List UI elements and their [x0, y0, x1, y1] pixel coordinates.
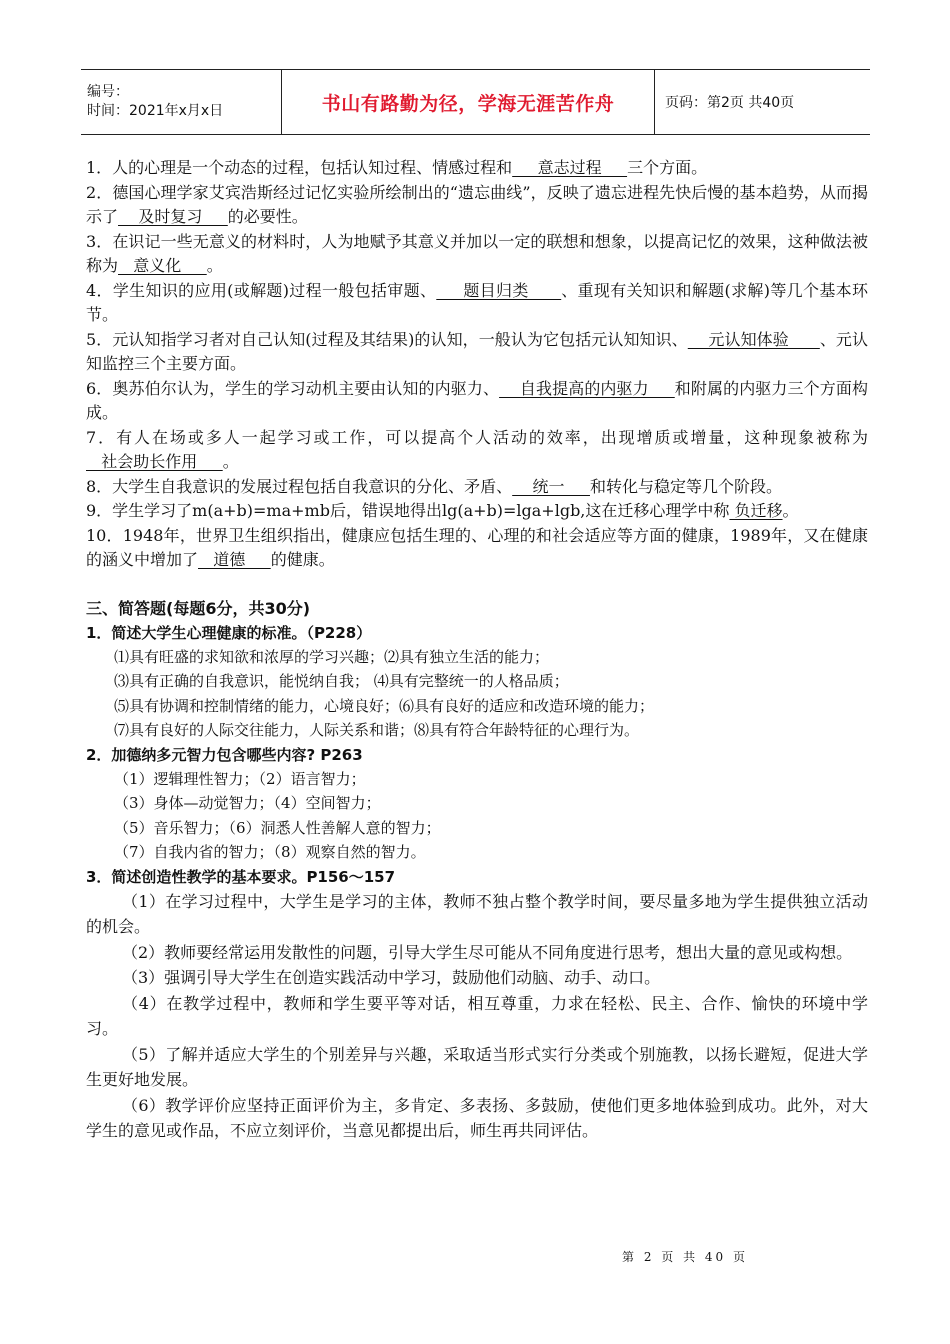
q1-item: ⑺具有良好的人际交往能力，人际关系和谐；⑻具有符合年龄特征的心理行为。 [114, 721, 640, 739]
question-text: 3．在识记一些无意义的材料时，人为地赋予其意义并加以一定的联想和想象，以提高记忆的效果，这种做法被称为 [86, 231, 868, 275]
question-text: 9．学生学习了m(a+b)=ma+mb后，错误地得出lg(a+b)=lga+lgb,这在迁移心理学中称 [86, 501, 730, 520]
fill-blank-item [86, 181, 868, 230]
fill-blank-item [86, 377, 868, 426]
q3-paragraph: （5）了解并适应大学生的个别差异与兴趣，采取适当形式实行分类或个别施教，以扬长避短，促进大学生更好地发展。 [86, 1044, 868, 1089]
question-1-title: 1．简述大学生心理健康的标准。（P228） [86, 623, 372, 642]
question-text: 和附属的内驱力三个方面构成。 [86, 378, 868, 422]
motto: 书山有路勤为径，学海无涯苦作舟 [321, 92, 615, 115]
question-text: 10．1948年，世界卫生组织指出，健康应包括生理的、心理的和社会适应等方面的健康，1989年，又在健康的涵义中增加了 [86, 525, 868, 569]
page-header [81, 69, 870, 135]
q2-item: （3）身体—动觉智力；（4）空间智力； [114, 794, 381, 812]
question-text: 1．人的心理是一个动态的过程，包括认知过程、情感过程和 [86, 158, 513, 177]
page-footer: 第 2 页 共 40 页 [622, 1250, 748, 1264]
question-text: 6．奥苏伯尔认为，学生的学习动机主要由认知的内驱力、 [86, 378, 500, 398]
q3-paragraph: （2）教师要经常运用发散性的问题，引导大学生尽可能从不同角度进行思考，想出大量的意见或构想。 [122, 942, 853, 962]
question-text: 8．大学生自我意识的发展过程包括自我意识的分化、矛盾、 [86, 476, 513, 496]
blank-answer: 自我提高的内驱力 [499, 378, 675, 398]
fill-blank-item [86, 475, 868, 500]
document-body [86, 156, 868, 1144]
question-text: 三个方面。 [627, 158, 708, 177]
fill-blank-item [86, 328, 868, 377]
blank-answer: 意义化 [118, 256, 207, 275]
q1-item: ⑴具有旺盛的求知欲和浓厚的学习兴趣；⑵具有独立生活的能力； [114, 647, 550, 666]
question-text: 、重现有关知识和解题(求解)等几个基本环节。 [86, 280, 868, 324]
fill-blank-item [86, 230, 868, 279]
question-text: 的必要性。 [227, 207, 308, 226]
question-text: 5．元认知指学习者对自己认知(过程及其结果)的认知，一般认为它包括元认知知识、 [86, 329, 688, 349]
doc-number-label: 编号： [87, 84, 129, 100]
page-info: 页码：第2页 共40页 [665, 95, 795, 111]
blank-answer: 社会助长作用 [86, 452, 223, 471]
blank-answer: 元认知体验 [687, 329, 820, 349]
q2-item: （1）逻辑理性智力；（2）语言智力； [114, 769, 366, 788]
question-text: 2．德国心理学家艾宾浩斯经过记忆实验所绘制出的“遗忘曲线”，反映了遗忘进程先快后慢的基本趋势，从而揭示了 [86, 182, 868, 226]
question-text: 和转化与稳定等几个阶段。 [589, 476, 782, 496]
fill-blank-item [86, 156, 868, 181]
fill-blank-list [86, 156, 868, 573]
question-text: 。 [206, 256, 223, 275]
q3-paragraph: （6）教学评价应坚持正面评价为主，多肯定、多表扬、多鼓励，使他们更多地体验到成功。此外，对大学生的意见或作品，不应立刻评价，当意见都提出后，师生再共同评估。 [86, 1095, 868, 1140]
fill-blank-item [86, 279, 868, 328]
header-right [655, 70, 870, 134]
blank-answer: 负迁移 [729, 501, 783, 520]
question-text: 的健康。 [270, 550, 335, 569]
q2-item: （5）音乐智力；（6）洞悉人性善解人意的智力； [114, 818, 441, 837]
doc-time: 时间：2021年x月x日 [87, 103, 224, 119]
q3-paragraph: （1）在学习过程中，大学生是学习的主体，教师不独占整个教学时间，要尽量多地为学生提供独立活动的机会。 [86, 891, 868, 936]
question-text: 。 [782, 501, 799, 520]
fill-blank-item [86, 426, 868, 475]
question-text: 7．有人在场或多人一起学习或工作，可以提高个人活动的效率，出现增质或增量，这种现象被称为 [86, 427, 868, 447]
header-middle [281, 70, 655, 134]
header-left [81, 70, 281, 134]
blank-answer: 统一 [512, 476, 590, 496]
question-text: 。 [222, 452, 239, 471]
question-text: 4．学生知识的应用(或解题)过程一般包括审题、 [86, 280, 437, 300]
question-3-title: 3．简述创造性教学的基本要求。P156～157 [86, 867, 396, 886]
fill-blank-item [86, 524, 868, 573]
blank-answer: 及时复习 [118, 207, 228, 226]
blank-answer: 题目归类 [436, 280, 562, 300]
q1-item: ⑸具有协调和控制情绪的能力，心境良好；⑹具有良好的适应和改造环境的能力； [114, 696, 655, 715]
section-title: 三、简答题(每题6分，共30分) [86, 598, 311, 618]
question-text: 、元认知监控三个主要方面。 [86, 329, 868, 373]
blank-answer: 意志过程 [512, 158, 628, 177]
q1-item: ⑶具有正确的自我意识，能悦纳自我； ⑷具有完整统一的人格品质； [114, 672, 569, 690]
q2-item: （7）自我内省的智力；（8）观察自然的智力。 [114, 843, 426, 861]
fill-blank-item [86, 499, 868, 524]
blank-answer: 道德 [198, 550, 271, 569]
q3-paragraph: （3）强调引导大学生在创造实践活动中学习，鼓励他们动脑、动手、动口。 [122, 968, 661, 987]
q3-paragraph: （4）在教学过程中，教师和学生要平等对话，相互尊重，力求在轻松、民主、合作、愉快的环境中学习。 [86, 993, 868, 1038]
question-2-title: 2．加德纳多元智力包含哪些内容? P263 [86, 745, 363, 764]
